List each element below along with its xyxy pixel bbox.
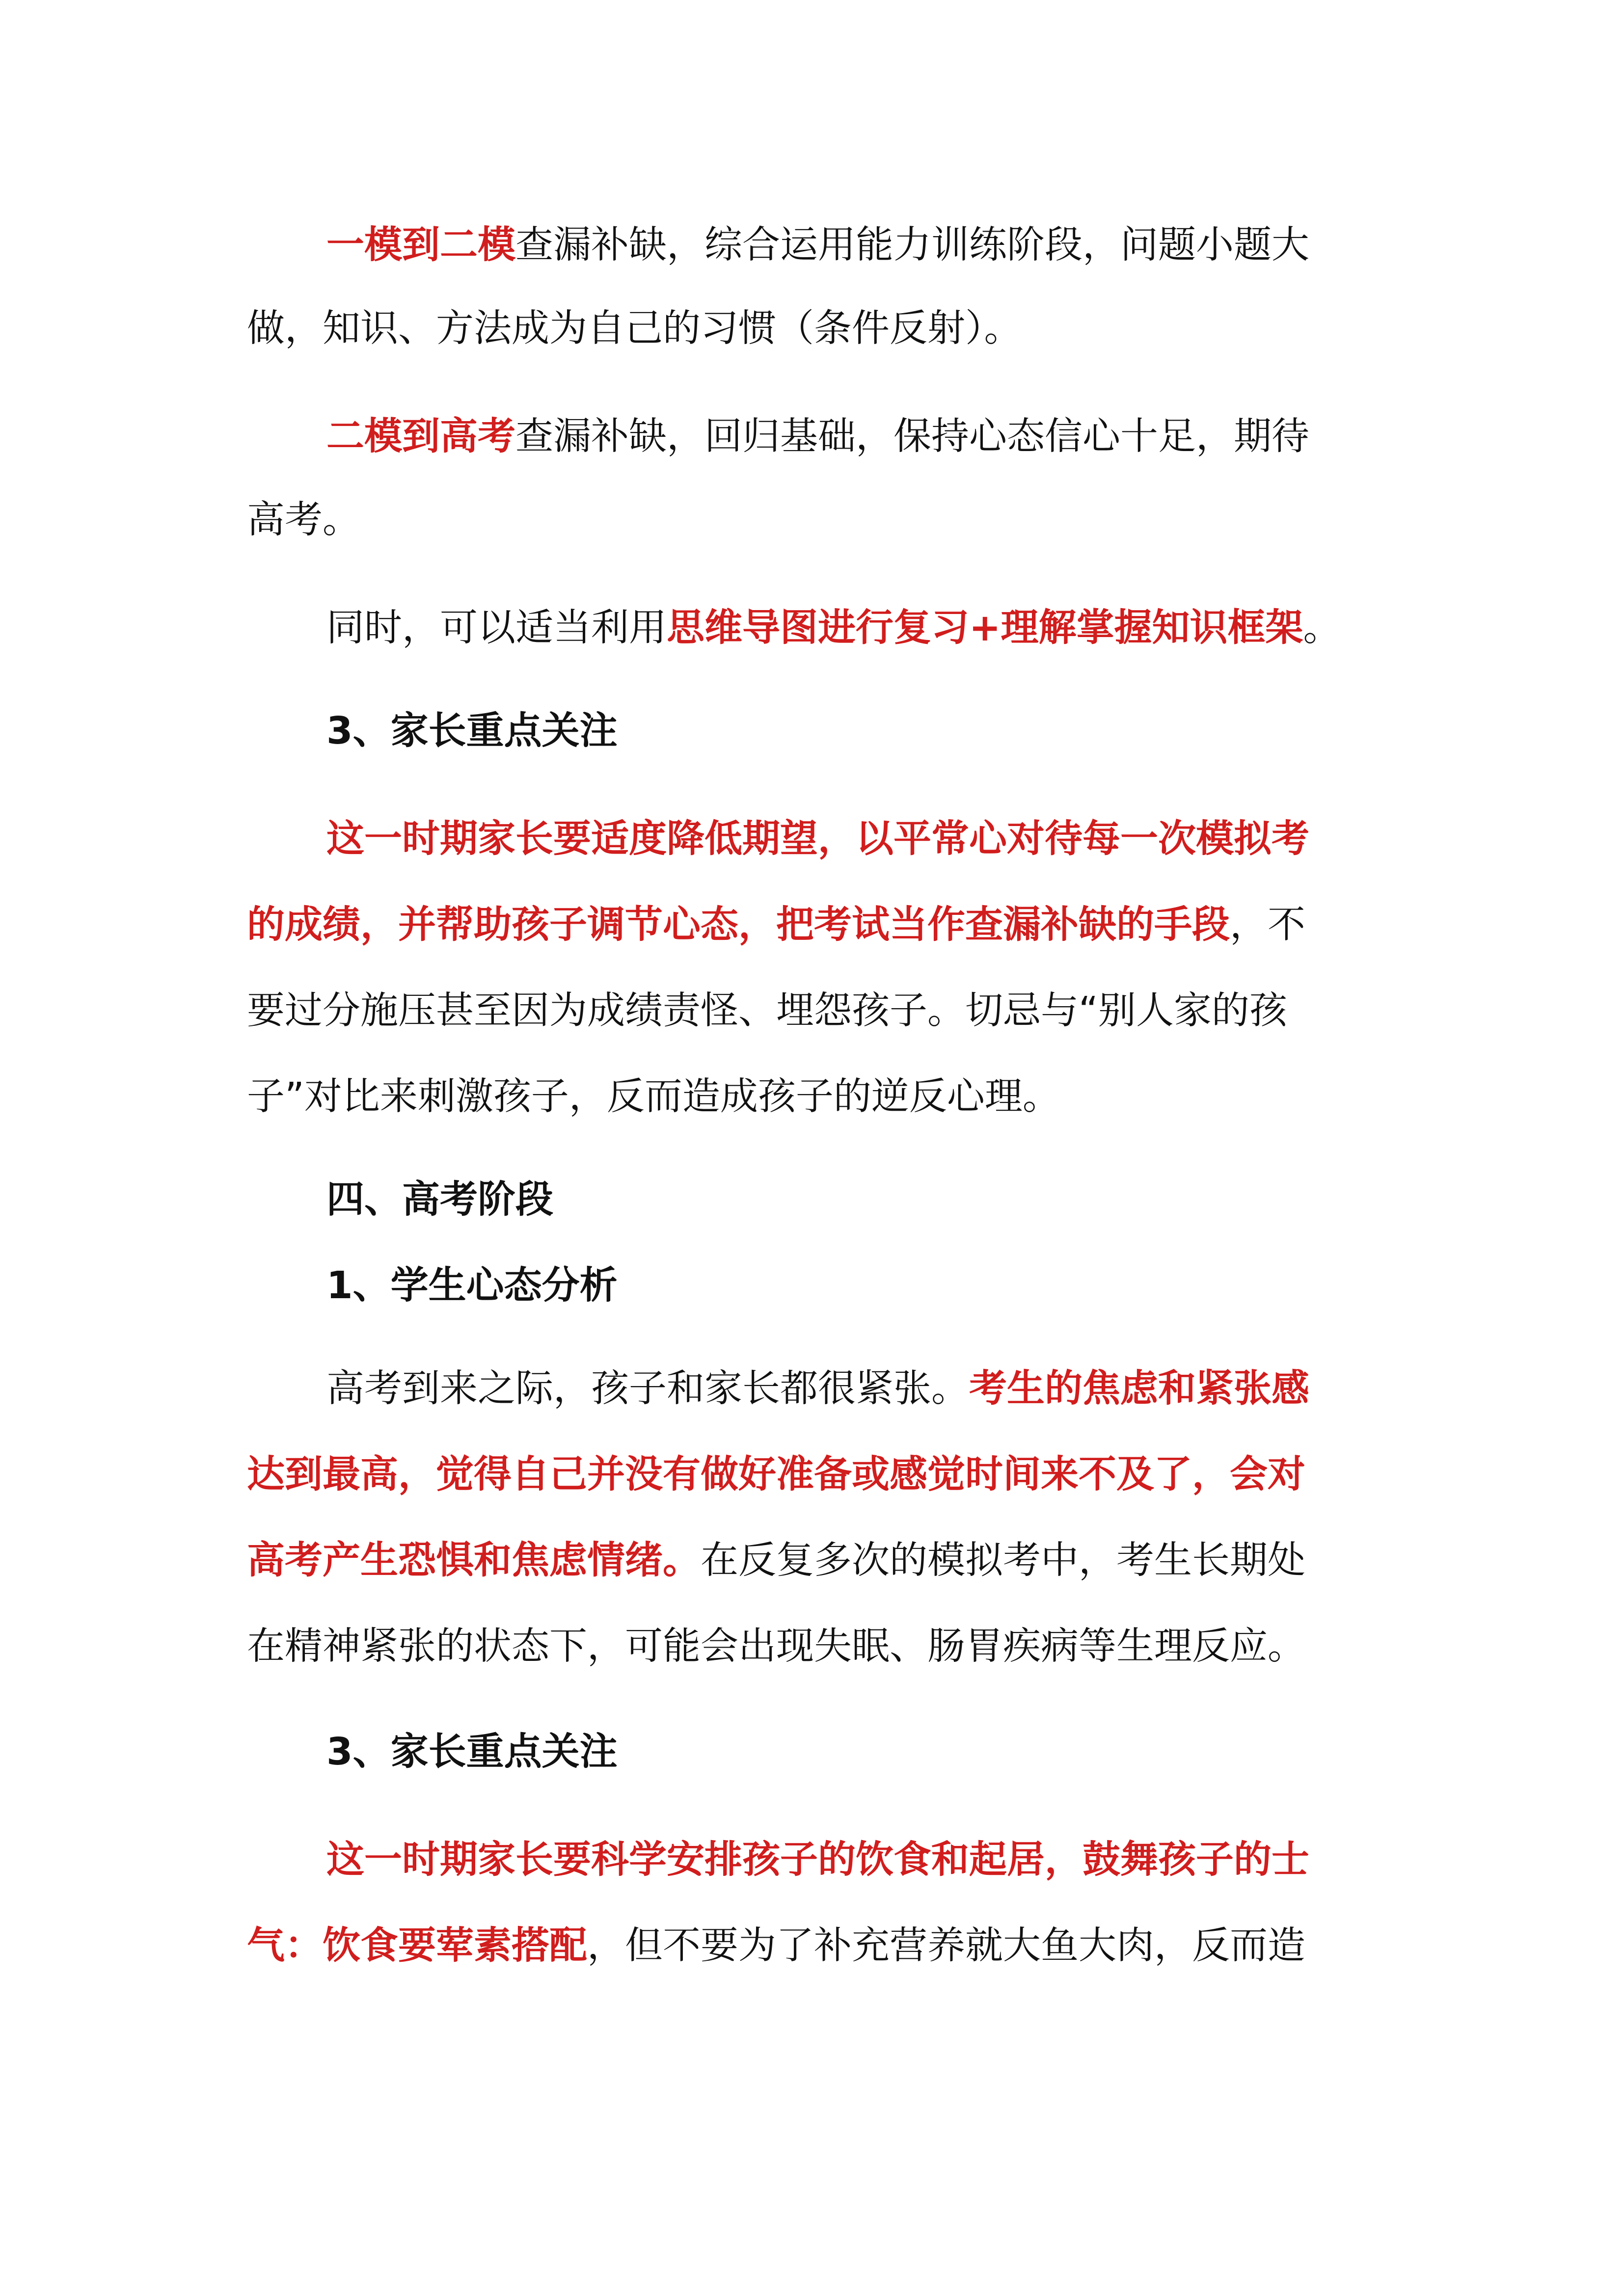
paragraph-4-line-4 xyxy=(247,1068,1386,1126)
paragraph-3-line-1 xyxy=(326,599,1386,658)
paragraph-2-line-1 xyxy=(326,407,1386,466)
section-heading-exam-stage xyxy=(326,1171,1386,1229)
body-text: 高考。 xyxy=(247,498,360,542)
highlight-text: 这一时期家长要科学安排孩子的饮食和起居，鼓舞孩子的士 xyxy=(326,1838,1309,1882)
body-text: 做，知识、方法成为自己的习惯（条件反射）。 xyxy=(247,307,1022,350)
paragraph-5-line-3 xyxy=(247,1531,1386,1590)
paragraph-4-line-1 xyxy=(326,810,1386,869)
paragraph-4-line-3 xyxy=(247,982,1386,1041)
highlight-text: 达到最高，觉得自己并没有做好准备或感觉时间来不及了，会对 xyxy=(247,1453,1305,1496)
body-text: 查漏补缺，综合运用能力训练阶段，问题小题大 xyxy=(515,223,1309,267)
highlight-text: 这一时期家长要适度降低期望，以平常心对待每一次模拟考 xyxy=(326,817,1309,861)
body-text: 子”对比来刺激孩子，反而造成孩子的逆反心理。 xyxy=(247,1075,1060,1119)
body-text: ，但不要为了补充营养就大鱼大肉，反而造 xyxy=(587,1924,1305,1968)
paragraph-6-line-1 xyxy=(326,1831,1386,1890)
highlight-text: 的成绩，并帮助孩子调节心态，把考试当作查漏补缺的手段 xyxy=(247,903,1230,947)
paragraph-1-line-1 xyxy=(326,216,1386,275)
highlight-text: 一模到二模 xyxy=(326,223,515,267)
paragraph-4-line-2 xyxy=(247,896,1386,955)
paragraph-1-line-2 xyxy=(247,299,1386,358)
section-heading-parent-focus-2 xyxy=(326,1723,1386,1782)
body-text: 查漏补缺，回归基础，保持心态信心十足，期待 xyxy=(515,415,1309,458)
highlight-text: 高考产生恐惧和焦虑情绪。 xyxy=(247,1539,701,1582)
section-heading-parent-focus xyxy=(326,702,1386,761)
heading-text: 3、家长重点关注 xyxy=(326,709,618,753)
body-text: 。 xyxy=(1303,606,1341,650)
heading-text: 3、家长重点关注 xyxy=(326,1730,618,1774)
paragraph-5-line-1 xyxy=(326,1360,1386,1418)
body-text: 在反复多次的模拟考中，考生长期处 xyxy=(701,1539,1305,1582)
paragraph-6-line-2 xyxy=(247,1917,1386,1976)
highlight-text: 考生的焦虑和紧张感 xyxy=(969,1367,1309,1411)
paragraph-5-line-2 xyxy=(247,1445,1386,1504)
section-heading-student-mindset xyxy=(326,1256,1386,1315)
paragraph-2-line-2 xyxy=(247,491,1386,550)
body-text: 同时，可以适当利用 xyxy=(326,606,667,650)
body-text: 要过分施压甚至因为成绩责怪、埋怨孩子。切忌与“别人家的孩 xyxy=(247,989,1287,1033)
highlight-text: 气：饮食要荤素搭配 xyxy=(247,1924,587,1968)
heading-text: 1、学生心态分析 xyxy=(326,1264,618,1308)
paragraph-5-line-4 xyxy=(247,1617,1386,1676)
highlight-text: 二模到高考 xyxy=(326,415,515,458)
highlight-text: 思维导图进行复习+理解掌握知识框架 xyxy=(667,606,1303,650)
heading-text: 四、高考阶段 xyxy=(326,1178,553,1222)
body-text: 高考到来之际，孩子和家长都很紧张。 xyxy=(326,1367,969,1411)
body-text: 在精神紧张的状态下，可能会出现失眠、肠胃疾病等生理反应。 xyxy=(247,1625,1305,1668)
body-text: ，不 xyxy=(1230,903,1305,947)
